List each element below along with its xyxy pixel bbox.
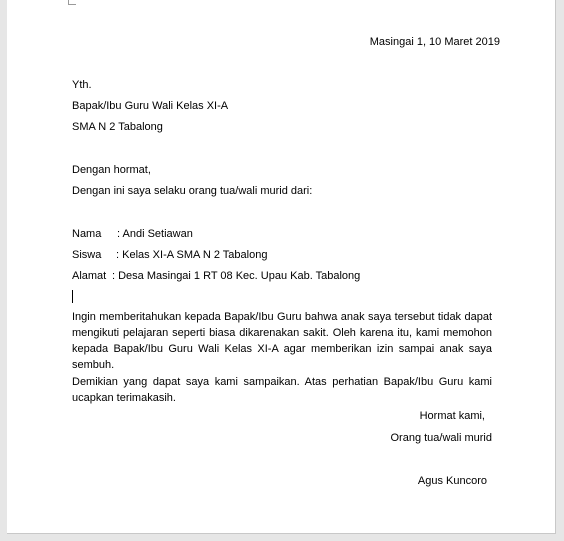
field-alamat-value: : Desa Masingai 1 RT 08 Kec. Upau Kab. Tabalong — [112, 270, 361, 282]
date-line: Masingai 1, 10 Maret 2019 — [369, 36, 500, 48]
margin-corner-marker — [68, 0, 76, 5]
field-siswa-label: Siswa — [72, 249, 102, 261]
field-alamat — [72, 270, 360, 283]
text-cursor — [72, 290, 73, 303]
signer-name: Agus Kuncoro — [417, 475, 487, 487]
recipient-line-1: Yth. — [72, 79, 92, 91]
recipient-line-3: SMA N 2 Tabalong — [72, 121, 163, 133]
field-nama-label: Nama — [72, 228, 102, 240]
intro-line: Dengan ini saya selaku orang tua/wali murid dari: — [72, 185, 313, 197]
field-nama — [72, 228, 193, 241]
document-page[interactable] — [7, 0, 556, 534]
greeting: Dengan hormat, — [72, 164, 151, 176]
field-siswa — [72, 249, 267, 262]
recipient-line-2: Bapak/Ibu Guru Wali Kelas XI-A — [72, 100, 229, 112]
body-paragraph: Ingin memberitahukan kepada Bapak/Ibu Guru bahwa anak saya tersebut tidak dapat mengikuti pelajaran seperti biasa dikarenakan sakit. Oleh karena itu, kami memohon kepada Bapak/Ibu Guru Wali Kelas XI-A agar memberikan izin sampai anak saya sembuh. — [72, 311, 492, 371]
field-alamat-label: Alamat — [72, 270, 107, 282]
field-siswa-value: : Kelas XI-A SMA N 2 Tabalong — [116, 249, 268, 261]
signer-role: Orang tua/wali murid — [390, 432, 492, 444]
field-nama-value: : Andi Setiawan — [117, 228, 193, 240]
sign-off: Hormat kami, — [419, 410, 485, 422]
closing-paragraph: Demikian yang dapat saya kami sampaikan. Atas perhatian Bapak/Ibu Guru kami ucapkan terimakasih. — [72, 376, 492, 404]
